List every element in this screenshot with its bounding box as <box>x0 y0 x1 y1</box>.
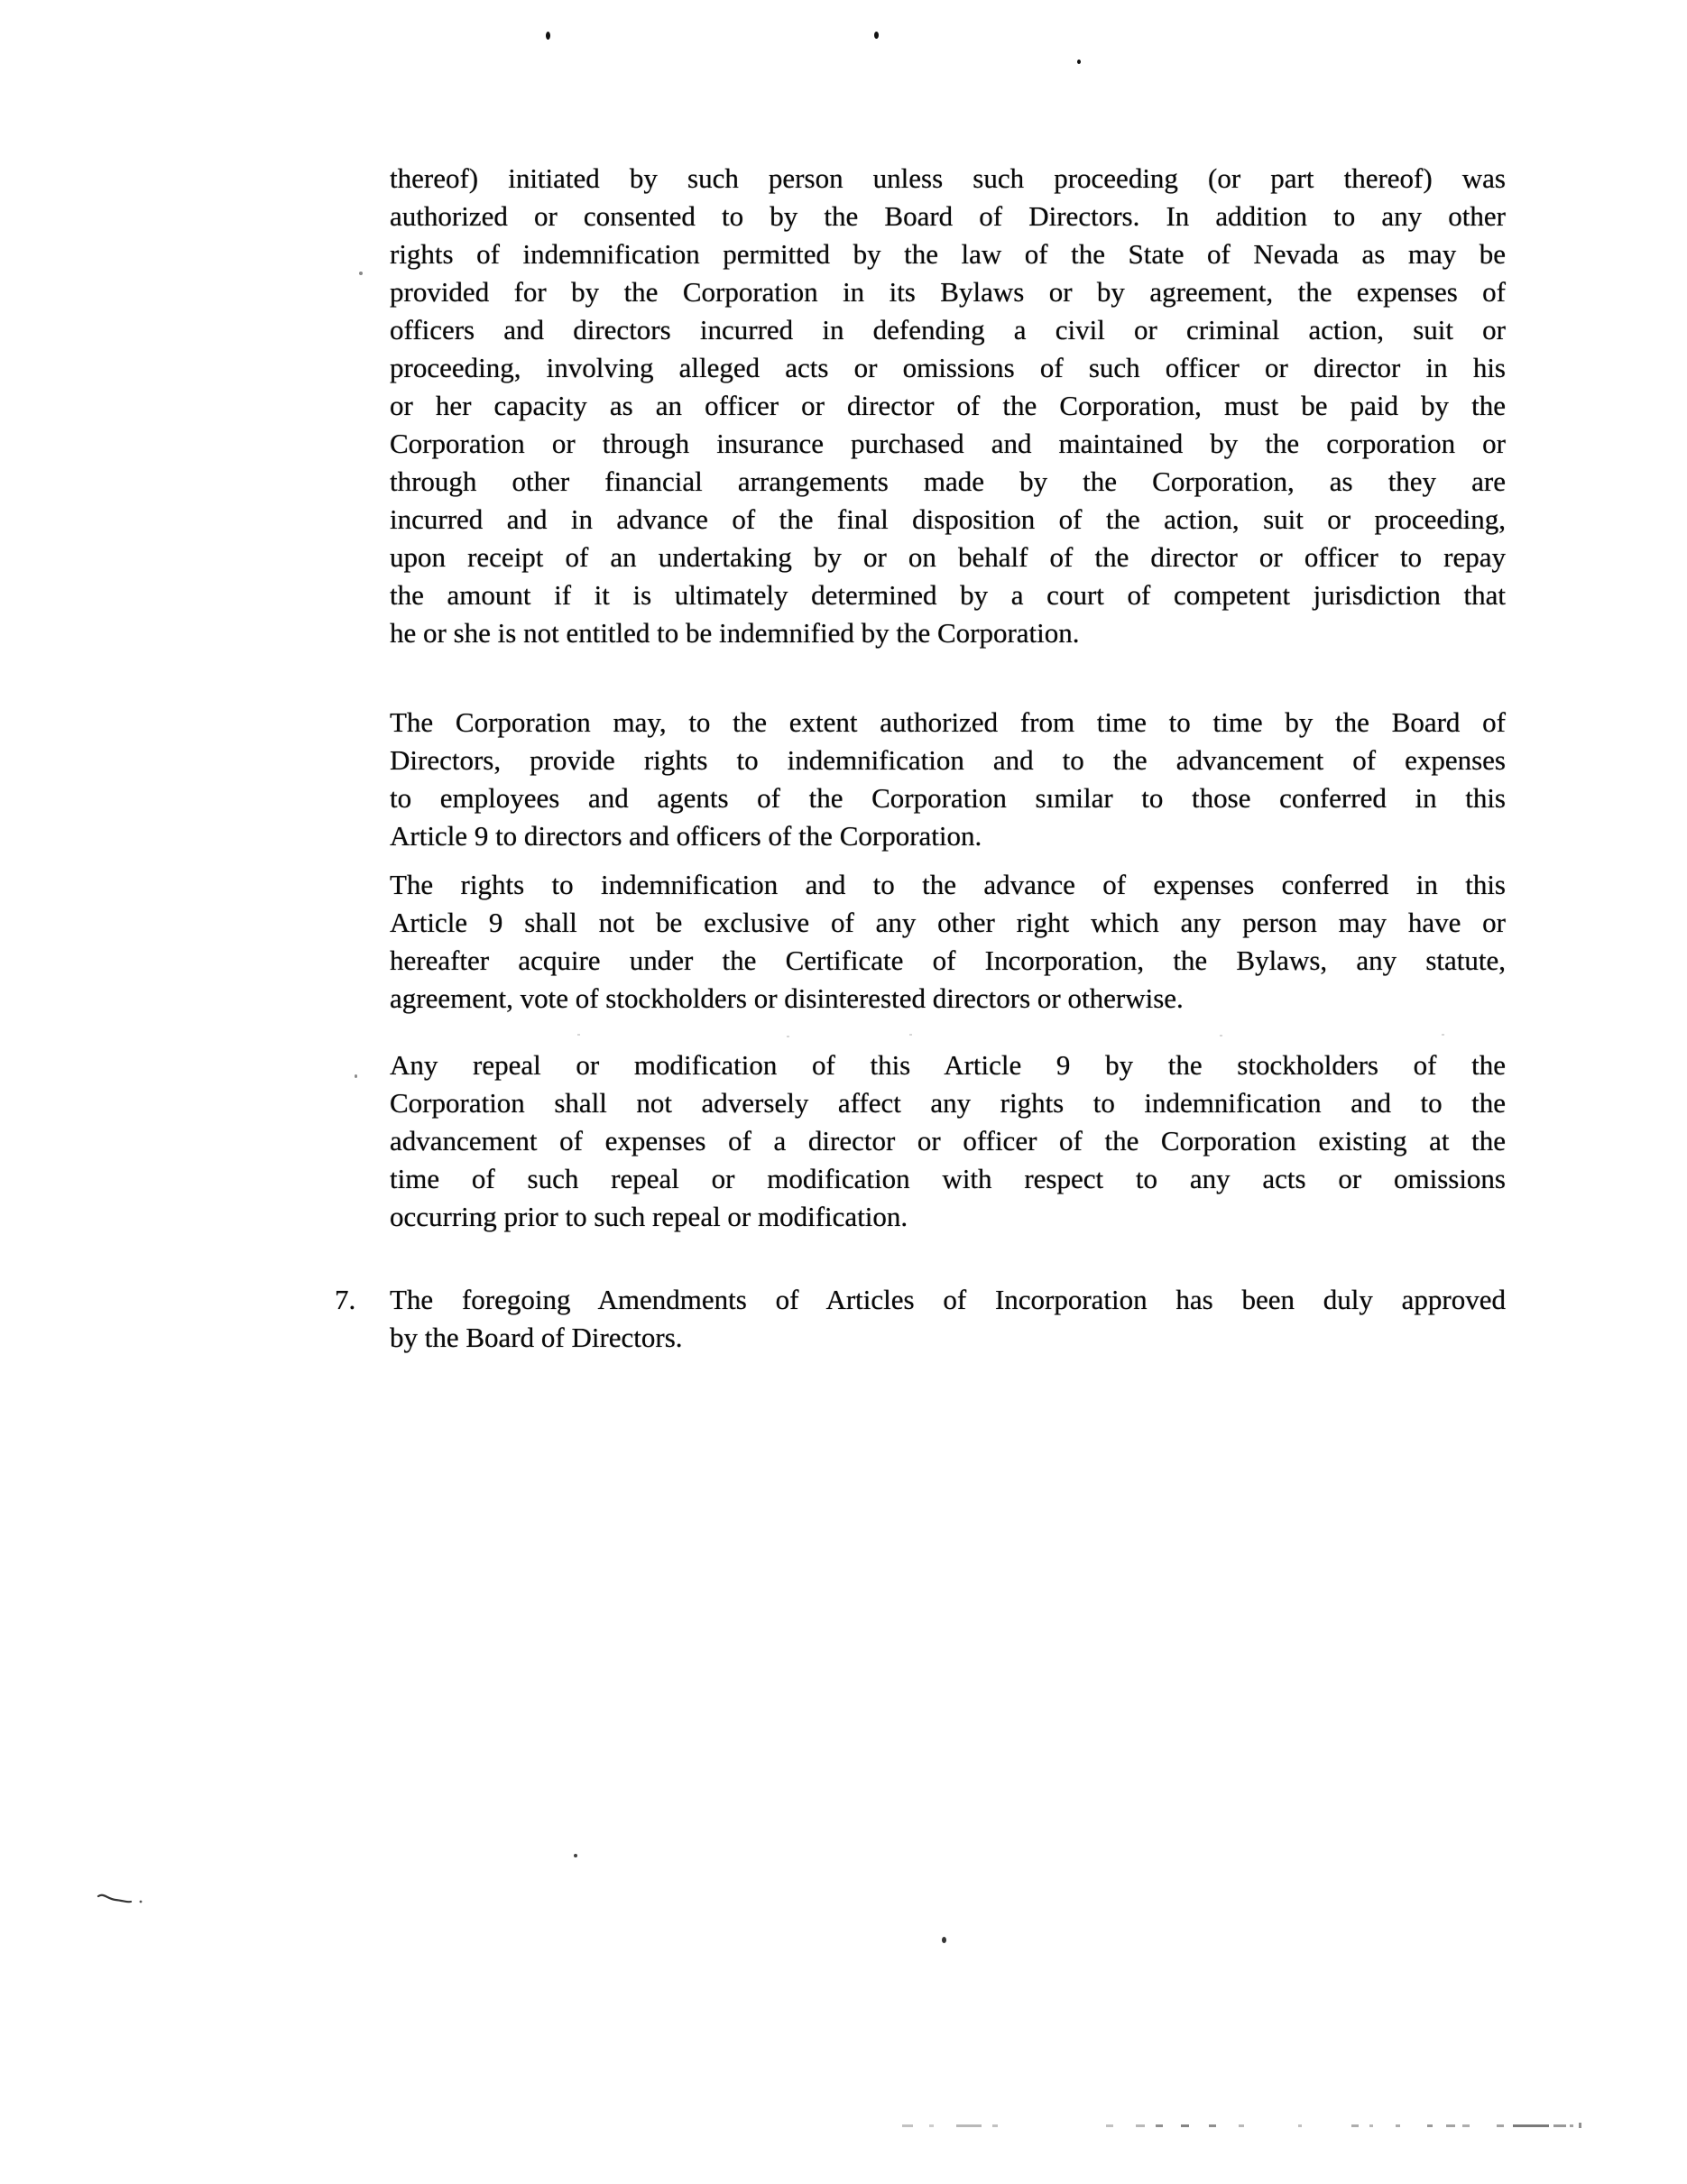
scan-artifact-line <box>898 2123 1543 2128</box>
scan-speck <box>359 272 363 275</box>
text-line: proceeding, involving alleged acts or omissions of such officer or director in his <box>390 352 1506 383</box>
text-line: time of such repeal or modification with respect to any acts or omissions <box>390 1163 1506 1194</box>
scan-dot <box>787 1036 789 1037</box>
list-item-text <box>390 1281 1506 1357</box>
list-item-number: 7. <box>335 1284 356 1315</box>
paragraph-rights-not-exclusive <box>390 866 1506 1018</box>
scan-dot <box>909 1034 912 1036</box>
text-line: The rights to indemnification and to the advance of expenses conferred in this <box>390 869 1506 900</box>
scan-speck <box>874 32 879 39</box>
text-line: Corporation or through insurance purchased and maintained by the corporation or <box>390 428 1506 459</box>
scan-speck <box>355 1074 357 1078</box>
numbered-item-7 <box>335 1281 1506 1357</box>
text-line: upon receipt of an undertaking by or on behalf of the director or officer to repay <box>390 541 1506 573</box>
scan-speck <box>546 32 550 40</box>
text-line: provided for by the Corporation in its Bylaws or by agreement, the expenses of <box>390 276 1506 308</box>
text-line: Article 9 shall not be exclusive of any other right which any person may have or <box>390 907 1506 938</box>
text-line: he or she is not entitled to be indemnified by the Corporation. <box>390 617 1080 649</box>
paragraph-repeal-modification <box>390 1046 1506 1236</box>
scan-dot <box>1220 1035 1222 1037</box>
text-line: the amount if it is ultimately determined by a court of competent jurisdiction that <box>390 579 1506 611</box>
text-line: authorized or consented to by the Board of Directors. In addition to any other <box>390 200 1506 232</box>
text-line: rights of indemnification permitted by the law of the State of Nevada as may be <box>390 238 1506 270</box>
text-line: through other financial arrangements made by the Corporation, as they are <box>390 465 1506 497</box>
text-line: incurred and in advance of the final disposition of the action, suit or proceeding, <box>390 503 1506 535</box>
text-line: Article 9 to directors and officers of the Corporation. <box>390 820 982 852</box>
text-line: to employees and agents of the Corporation sımilar to those conferred in this <box>390 782 1506 814</box>
text-line: advancement of expenses of a director or officer of the Corporation existing at the <box>390 1125 1506 1157</box>
paragraph-advancement-to-employees <box>390 704 1506 855</box>
scan-speck <box>942 1937 946 1943</box>
scan-dot <box>1442 1034 1444 1036</box>
text-line: by the Board of Directors. <box>390 1322 683 1353</box>
text-line: or her capacity as an officer or director of the Corporation, must be paid by the <box>390 390 1506 421</box>
text-line: Directors, provide rights to indemnification and to the advancement of expenses <box>390 744 1506 776</box>
text-line: occurring prior to such repeal or modification. <box>390 1201 908 1232</box>
scan-dot <box>577 1034 580 1036</box>
text-line: Corporation shall not adversely affect any rights to indemnification and to the <box>390 1087 1506 1119</box>
text-line: thereof) initiated by such person unless such proceeding (or part thereof) was <box>390 162 1506 194</box>
scan-squiggle-mark <box>96 1891 145 1912</box>
scan-speck <box>1077 60 1081 64</box>
text-line: The foregoing Amendments of Articles of Incorporation has been duly approved <box>390 1284 1506 1315</box>
text-line: Any repeal or modification of this Article 9 by the stockholders of the <box>390 1049 1506 1081</box>
scan-speck <box>574 1854 577 1857</box>
text-line: hereafter acquire under the Certificate of Incorporation, the Bylaws, any statute, <box>390 945 1506 976</box>
text-line: agreement, vote of stockholders or disinterested directors or otherwise. <box>390 982 1184 1014</box>
text-line: officers and directors incurred in defending a civil or criminal action, suit or <box>390 314 1506 346</box>
paragraph-continuation-indemnification <box>390 160 1506 652</box>
text-line: The Corporation may, to the extent authorized from time to time by the Board of <box>390 706 1506 738</box>
